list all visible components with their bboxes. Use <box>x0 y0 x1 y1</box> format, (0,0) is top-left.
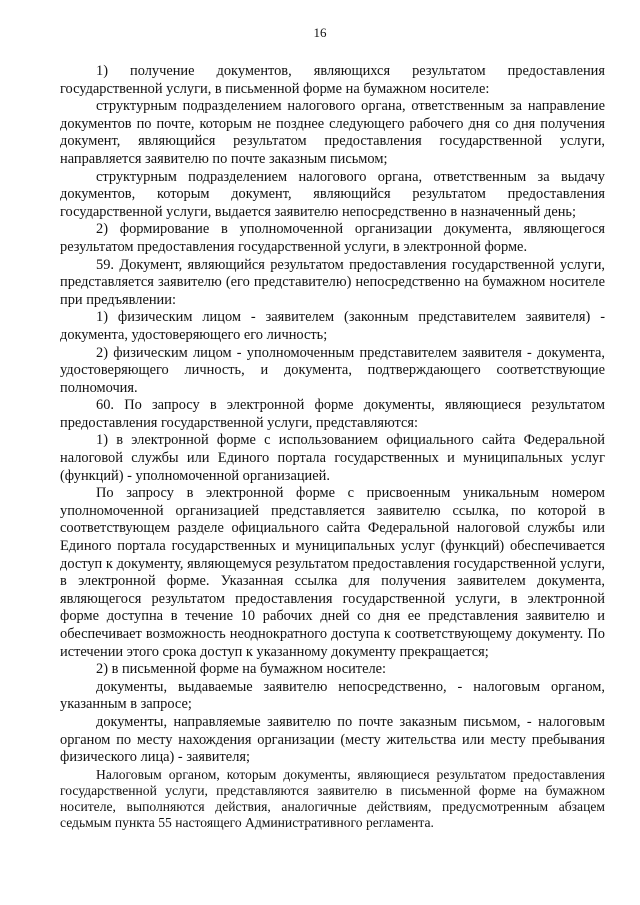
paragraph: По запросу в электронной форме с присвоенным уникальным номером уполномоченной организацией представляется заявителю ссылка, по которой в соответствующем разделе официального сайта Федеральной налоговой службы или Единого портала государственных и муниципальных услуг (функций) обеспечивается доступ к документу, являющемуся результатом предоставления государственной услуги, в электронной форме. Указанная ссылка для получения заявителем документа, являющегося результатом предоставления государственной услуги, в электронной форме доступна в течение 10 рабочих дней со дня ее представления заявителю и обеспечивает возможность неоднократного доступа к соответствующему документу. По истечении этого срока доступ к указанному документу прекращается; <box>60 485 605 660</box>
paragraph: 1) получение документов, являющихся результатом предоставления государственной услуги, в письменной форме на бумажном носителе: <box>60 63 605 97</box>
paragraph: 1) в электронной форме с использованием официального сайта Федеральной налоговой службы или Единого портала государственных и муниципальных услуг (функций) - уполномоченной организацией. <box>60 432 605 484</box>
paragraph: 60. По запросу в электронной форме документы, являющиеся результатом предоставления государственной услуги, представляются: <box>60 397 605 431</box>
paragraph: 2) в письменной форме на бумажном носителе: <box>96 661 387 678</box>
paragraph: структурным подразделением налогового органа, ответственным за выдачу документов, которым документ, являющийся результатом предоставления государственной услуги, выдается заявителю непосредственно в назначенный день; <box>60 168 605 220</box>
page-number: 16 <box>313 25 327 40</box>
paragraph: 1) физическим лицом - заявителем (законным представителем заявителя) - документа, удостоверяющего его личность; <box>60 309 605 343</box>
paragraph: документы, выдаваемые заявителю непосредственно, - налоговым органом, указанным в запросе; <box>60 678 605 713</box>
paragraph: 59. Документ, являющийся результатом предоставления государственной услуги, представляется заявителю (его представителю) непосредственно на бумажном носителе при предъявлении: <box>60 256 605 308</box>
paragraph: Налоговым органом, которым документы, являющиеся результатом предоставления государственной услуги, представляются заявителю в письменной форме на бумажном носителе, выполняются действия, аналогичные действиям, предусмотренным абзацем седьмым пункта 55 настоящего Административного регламента. <box>60 766 605 831</box>
paragraph: документы, направляемые заявителю по почте заказным письмом, - налоговым органом по месту нахождения организации (месту жительства или месту пребывания физического лица) - заявителя; <box>60 713 605 766</box>
paragraph: структурным подразделением налогового органа, ответственным за направление документов по почте, которым не позднее следующего рабочего дня со дня получения документ, являющийся результатом предоставления государственной услуги, направляется заявителю по почте заказным письмом; <box>60 98 605 167</box>
paragraph: 2) физическим лицом - уполномоченным представителем заявителя - документа, удостоверяющего личность, и документа, подтверждающего соответствующие полномочия. <box>60 344 605 396</box>
document-body <box>60 63 605 832</box>
paragraph: 2) формирование в уполномоченной организации документа, являющегося результатом предоставления государственной услуги, в электронной форме. <box>60 221 605 255</box>
